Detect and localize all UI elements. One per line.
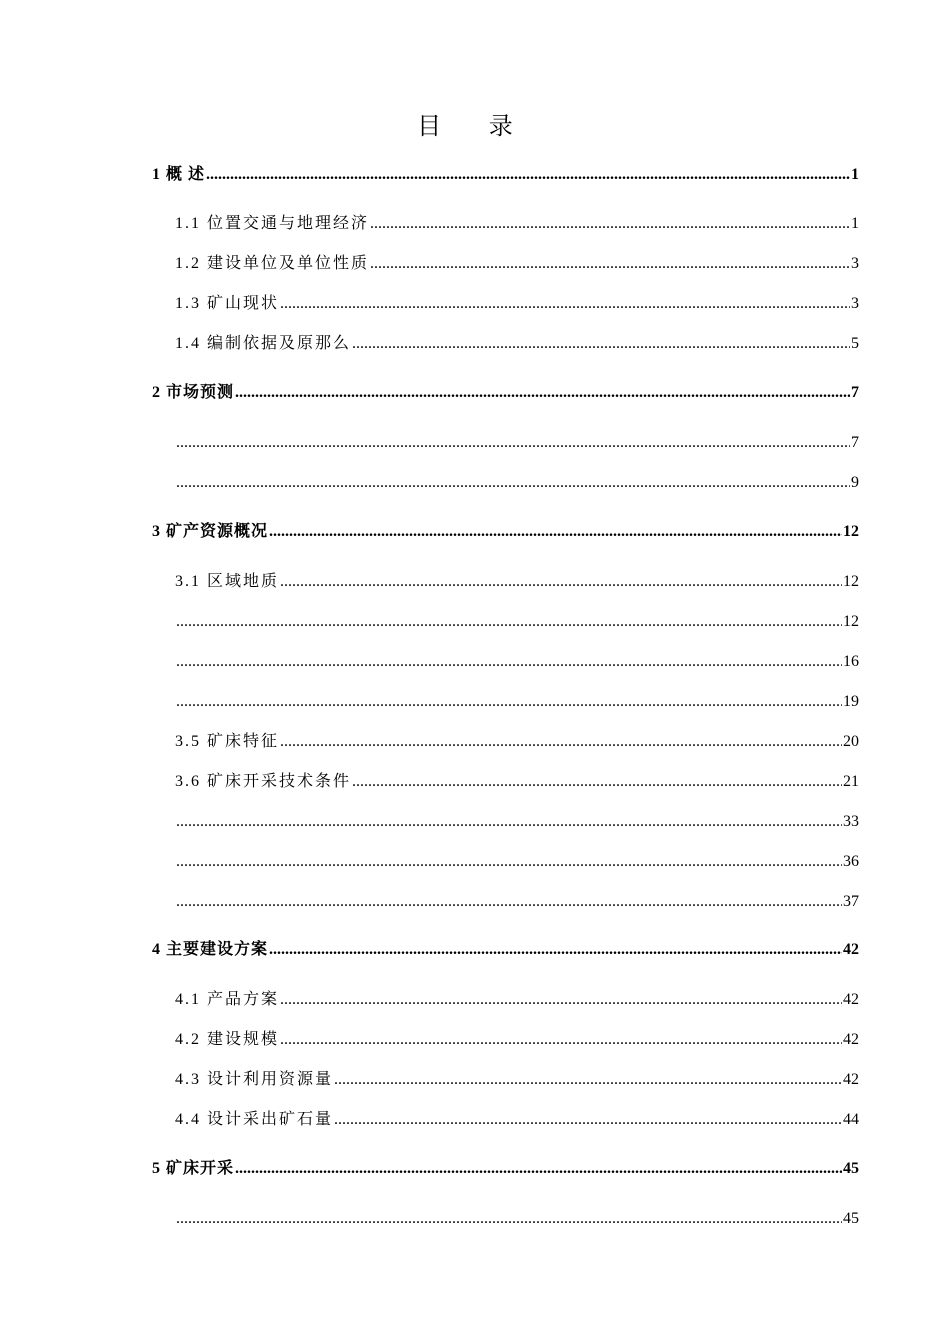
- toc-entry-label: 4.4 设计采出矿石量: [175, 1111, 334, 1128]
- toc-page-number: 9: [851, 474, 859, 491]
- toc-section-entry[interactable]: [175, 770, 859, 794]
- toc-dot-leader: [176, 471, 850, 495]
- toc-entry-label: 1.3 矿山现状: [175, 295, 280, 312]
- toc-entry-label: 3.5 矿床特征: [175, 733, 280, 750]
- toc-chapter-entry[interactable]: [152, 1157, 859, 1181]
- toc-dot-leader: [235, 1157, 842, 1181]
- toc-section-entry[interactable]: [175, 610, 859, 634]
- toc-page-number: 16: [843, 653, 859, 670]
- toc-section-entry[interactable]: [175, 850, 859, 874]
- toc-chapter-entry[interactable]: [152, 163, 859, 187]
- toc-dot-leader: [269, 520, 842, 544]
- toc-chapter-entry[interactable]: [152, 938, 859, 962]
- toc-entry-label: 3.1 区域地质: [175, 573, 280, 590]
- toc-section-entry[interactable]: [175, 471, 859, 495]
- toc-page-number: 1: [851, 166, 859, 183]
- toc-page-number: 3: [851, 295, 859, 312]
- toc-entry-label: 1.2 建设单位及单位性质: [175, 255, 370, 272]
- toc-section-entry[interactable]: [175, 252, 859, 276]
- toc-entry-label: 4.3 设计利用资源量: [175, 1071, 334, 1088]
- toc-entry-label: 1.1 位置交通与地理经济: [175, 215, 370, 232]
- toc-section-entry[interactable]: [175, 988, 859, 1012]
- toc-section-entry[interactable]: [175, 332, 859, 356]
- toc-page-number: 44: [843, 1111, 859, 1128]
- toc-entry-label: 3.6 矿床开采技术条件: [175, 773, 352, 790]
- toc-page-number: 42: [843, 1031, 859, 1048]
- toc-section-entry[interactable]: [175, 1068, 859, 1092]
- toc-dot-leader: [352, 332, 850, 356]
- toc-section-entry[interactable]: [175, 650, 859, 674]
- toc-section-entry[interactable]: [175, 810, 859, 834]
- toc-dot-leader: [235, 381, 850, 405]
- toc-page-number: 12: [843, 613, 859, 630]
- toc-entry-label: 4 主要建设方案: [152, 941, 269, 958]
- toc-section-entry[interactable]: [175, 1207, 859, 1231]
- toc-dot-leader: [176, 1207, 842, 1231]
- toc-dot-leader: [352, 770, 842, 794]
- toc-page-number: 36: [843, 853, 859, 870]
- toc-dot-leader: [176, 690, 842, 714]
- toc-page-number: 7: [851, 384, 859, 401]
- toc-page-number: 20: [843, 733, 859, 750]
- toc-chapter-entry[interactable]: [152, 520, 859, 544]
- toc-section-entry[interactable]: [175, 292, 859, 316]
- toc-dot-leader: [334, 1108, 842, 1132]
- toc-dot-leader: [176, 610, 842, 634]
- toc-dot-leader: [334, 1068, 842, 1092]
- toc-page-number: 1: [851, 215, 859, 232]
- toc-dot-leader: [370, 252, 850, 276]
- toc-page-number: 21: [843, 773, 859, 790]
- toc-page-number: 37: [843, 893, 859, 910]
- toc-dot-leader: [176, 850, 842, 874]
- toc-dot-leader: [280, 1028, 842, 1052]
- toc-page-number: 33: [843, 813, 859, 830]
- toc-page-number: 45: [843, 1160, 859, 1177]
- toc-page-number: 5: [851, 335, 859, 352]
- toc-page-number: 45: [843, 1210, 859, 1227]
- toc-section-entry[interactable]: [175, 431, 859, 455]
- toc-section-entry[interactable]: [175, 212, 859, 236]
- toc-entry-label: 4.2 建设规模: [175, 1031, 280, 1048]
- toc-dot-leader: [280, 730, 842, 754]
- toc-entry-label: 1.4 编制依据及原那么: [175, 335, 352, 352]
- toc-page-number: 3: [851, 255, 859, 272]
- toc-page-number: 42: [843, 991, 859, 1008]
- toc-entry-label: 2 市场预测: [152, 384, 235, 401]
- toc-entry-label: 1 概 述: [152, 166, 206, 183]
- toc-entry-label: 5 矿床开采: [152, 1160, 235, 1177]
- toc-dot-leader: [370, 212, 850, 236]
- toc-chapter-entry[interactable]: [152, 381, 859, 405]
- toc-dot-leader: [176, 431, 850, 455]
- toc-page-number: 12: [843, 523, 859, 540]
- toc-page-number: 19: [843, 693, 859, 710]
- toc-section-entry[interactable]: [175, 690, 859, 714]
- toc-page-number: 12: [843, 573, 859, 590]
- toc-dot-leader: [280, 988, 842, 1012]
- toc-page-number: 7: [851, 434, 859, 451]
- toc-dot-leader: [280, 570, 842, 594]
- toc-section-entry[interactable]: [175, 890, 859, 914]
- page-title: 目 录: [417, 112, 533, 140]
- toc-dot-leader: [269, 938, 842, 962]
- toc-entry-label: 3 矿产资源概况: [152, 523, 269, 540]
- toc-dot-leader: [176, 810, 842, 834]
- toc-dot-leader: [176, 650, 842, 674]
- toc-dot-leader: [280, 292, 850, 316]
- toc-section-entry[interactable]: [175, 570, 859, 594]
- toc-section-entry[interactable]: [175, 1108, 859, 1132]
- toc-section-entry[interactable]: [175, 1028, 859, 1052]
- toc-entry-label: 4.1 产品方案: [175, 991, 280, 1008]
- toc-section-entry[interactable]: [175, 730, 859, 754]
- toc-page-number: 42: [843, 1071, 859, 1088]
- toc-page-number: 42: [843, 941, 859, 958]
- toc-dot-leader: [176, 890, 842, 914]
- toc-dot-leader: [206, 163, 850, 187]
